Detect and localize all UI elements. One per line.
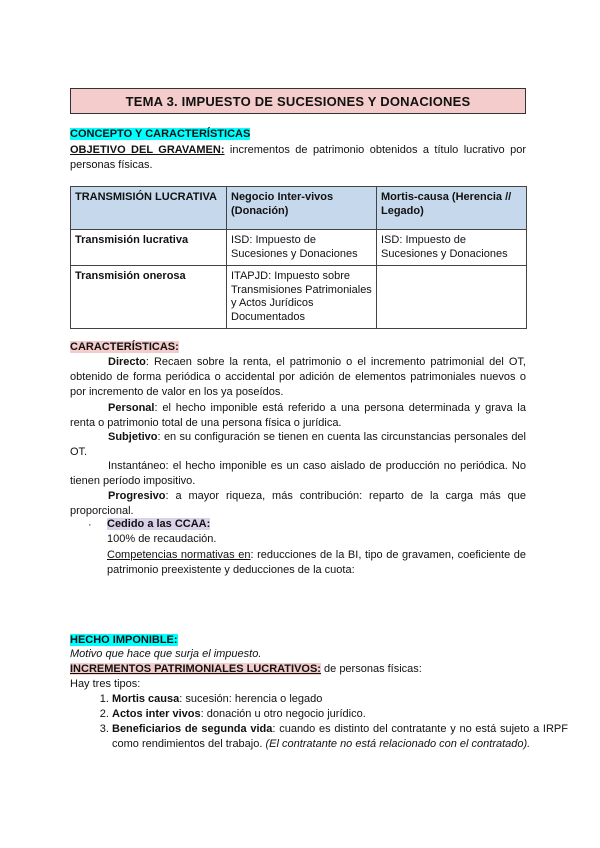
- transmision-table: [70, 186, 527, 329]
- table-cell: ISD: Impuesto de Sucesiones y Donaciones: [227, 230, 377, 266]
- progresivo-text: : a mayor riqueza, más contribución: reparto de la carga más que proporcional.: [70, 490, 526, 517]
- progresivo-paragraph: [70, 489, 526, 519]
- tipo-extra: (El contratante no está relacionado con el contratado).: [265, 738, 531, 750]
- tipos-list: [70, 692, 568, 752]
- tipo-label: Beneficiarios de segunda vida: [112, 723, 273, 735]
- table-header-cell: Negocio Inter-vivos (Donación): [227, 187, 377, 230]
- bullet-icon: ·: [88, 519, 92, 531]
- list-item: [112, 692, 568, 707]
- progresivo-label: Progresivo: [108, 490, 166, 502]
- competencias-paragraph: [107, 548, 526, 578]
- tipo-label: Actos inter vivos: [112, 708, 201, 720]
- table-header-cell: Mortis-causa (Herencia // Legado): [377, 187, 527, 230]
- personal-label: Personal: [108, 402, 155, 414]
- table-cell: ISD: Impuesto de Sucesiones y Donaciones: [377, 230, 527, 266]
- table-cell: ITAPJD: Impuesto sobre Transmisiones Patrimoniales y Actos Jurídicos Documentados: [227, 266, 377, 329]
- objetivo-text: incrementos de patrimonio obtenidos a título lucrativo por personas físicas.: [70, 144, 526, 171]
- recaudacion-text: 100% de recaudación.: [107, 533, 217, 545]
- tipo-label: Mortis causa: [112, 693, 180, 705]
- incrementos-text: de personas físicas:: [320, 663, 422, 675]
- personal-text: : el hecho imponible está referido a una persona determinada y grava la renta o patrimonio total de una persona física o jurídica.: [70, 402, 526, 429]
- personal-paragraph: [70, 401, 526, 431]
- subjetivo-text: : en su configuración se tienen en cuenta las circunstancias personales del OT.: [70, 431, 526, 458]
- table-cell: [377, 266, 527, 329]
- caracteristicas-heading: CARACTERÍSTICAS:: [70, 341, 179, 353]
- directo-paragraph: [70, 355, 526, 400]
- subjetivo-paragraph: [70, 430, 526, 460]
- competencias-label: Competencias normativas en: [107, 549, 251, 561]
- directo-label: Directo: [108, 356, 146, 368]
- table-row: [71, 266, 527, 329]
- cedido-label: Cedido a las CCAA:: [107, 518, 211, 530]
- section-heading-hecho: [70, 634, 178, 646]
- tipo-text: : donación u otro negocio jurídico.: [200, 708, 366, 720]
- hecho-heading: HECHO IMPONIBLE:: [70, 634, 178, 646]
- list-item: [112, 722, 568, 752]
- incrementos-line: [70, 663, 422, 675]
- tipo-text: : cuando es distinto del contratante y no está sujeto a IRPF como rendimientos del trabajo.: [112, 723, 568, 750]
- hay-tres-text: Hay tres tipos:: [70, 678, 141, 690]
- tipo-text: : sucesión: herencia o legado: [179, 693, 323, 705]
- section-heading-caracteristicas: [70, 341, 179, 353]
- document-title: TEMA 3. IMPUESTO DE SUCESIONES Y DONACIONES: [70, 88, 526, 114]
- table-cell: Transmisión onerosa: [71, 266, 227, 329]
- subjetivo-label: Subjetivo: [108, 431, 158, 443]
- list-item: [112, 707, 568, 722]
- competencias-text: : reducciones de la BI, tipo de gravamen, coeficiente de patrimonio preexistente y deducciones de la cuota:: [107, 549, 526, 576]
- table-header-row: [71, 187, 527, 230]
- section-heading-concepto: [70, 128, 250, 140]
- motivo-text: Motivo que hace que surja el impuesto.: [70, 648, 262, 660]
- table-cell: Transmisión lucrativa: [71, 230, 227, 266]
- incrementos-label: INCREMENTOS PATRIMONIALES LUCRATIVOS:: [70, 663, 321, 675]
- table-row: [71, 230, 527, 266]
- table-header-cell: TRANSMISIÓN LUCRATIVA: [71, 187, 227, 230]
- instantaneo-paragraph: Instantáneo: el hecho imponible es un caso aislado de producción no periódica. No tienen período impositivo.: [70, 460, 526, 487]
- objetivo-label: OBJETIVO DEL GRAVAMEN:: [70, 144, 225, 156]
- directo-text: : Recaen sobre la renta, el patrimonio o el incremento patrimonial del OT, obtenido de forma periódica o accidental por adición de elementos patrimoniales nuevos o por incremento de valor en los ya poseídos.: [70, 356, 526, 398]
- objetivo-paragraph: [70, 143, 526, 173]
- cedido-item: [107, 518, 210, 530]
- concepto-heading: CONCEPTO Y CARACTERÍSTICAS: [70, 128, 251, 140]
